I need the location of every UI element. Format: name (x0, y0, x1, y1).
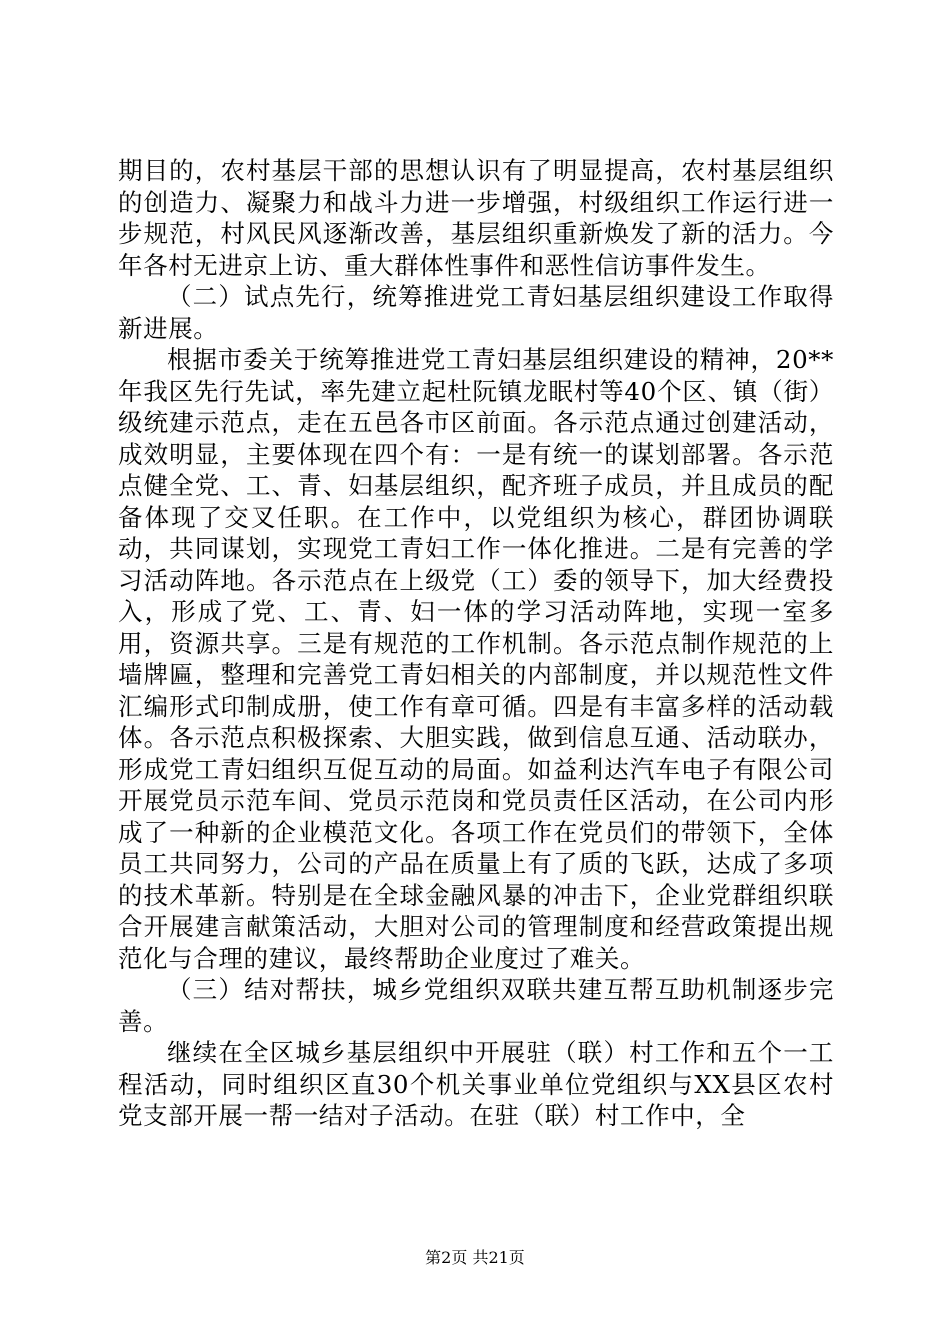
paragraph-pairing-assistance: 继续在全区城乡基层组织中开展驻（联）村工作和五个一工程活动，同时组织区直30个机关事业单位党组织与XX县区农村党支部开展一帮一结对子活动。在驻（联）村工作中，全 (118, 1038, 834, 1130)
paragraph-continuation: 期目的，农村基层干部的思想认识有了明显提高，农村基层组织的创造力、凝聚力和战斗力进一步增强，村级组织工作运行进一步规范，村风民风逐渐改善，基层组织重新焕发了新的活力。今年各村无进京上访、重大群体性事件和恶性信访事件发生。 (118, 156, 834, 280)
paragraph-pilot-programs: 根据市委关于统筹推进党工青妇基层组织建设的精神，20**年我区先行先试，率先建立起杜阮镇龙眠村等40个区、镇（街）级统建示范点，走在五邑各市区前面。各示范点通过创建活动，成效明显，主要体现在四个有：一是有统一的谋划部署。各示范点健全党、工、青、妇基层组织，配齐班子成员，并且成员的配备体现了交叉任职。在工作中，以党组织为核心，群团协调联动，共同谋划，实现党工青妇工作一体化推进。二是有完善的学习活动阵地。各示范点在上级党（工）委的领导下，加大经费投入，形成了党、工、青、妇一体的学习活动阵地，实现一室多用，资源共享。三是有规范的工作机制。各示范点制作规范的上墙牌匾，整理和完善党工青妇相关的内部制度，并以规范性文件汇编形式印制成册，使工作有章可循。四是有丰富多样的活动载体。各示范点积极探索、大胆实践，做到信息互通、活动联办，形成党工青妇组织互促互动的局面。如益利达汽车电子有限公司开展党员示范车间、党员示范岗和党员责任区活动，在公司内形成了一种新的企业模范文化。各项工作在党员们的带领下，全体员工共同努力，公司的产品在质量上有了质的飞跃，达成了多项的技术革新。特别是在全球金融风暴的冲击下，企业党群组织联合开展建言献策活动，大胆对公司的管理制度和经营政策提出规范化与合理的建议，最终帮助企业度过了难关。 (118, 345, 834, 973)
page-footer: 第2页 共21页 (425, 1248, 525, 1267)
document-body (118, 155, 834, 1132)
section-heading-3: （三）结对帮扶，城乡党组织双联共建互帮互助机制逐步完善。 (118, 975, 834, 1036)
section-heading-2: （二）试点先行，统筹推进党工青妇基层组织建设工作取得新进展。 (118, 282, 834, 343)
